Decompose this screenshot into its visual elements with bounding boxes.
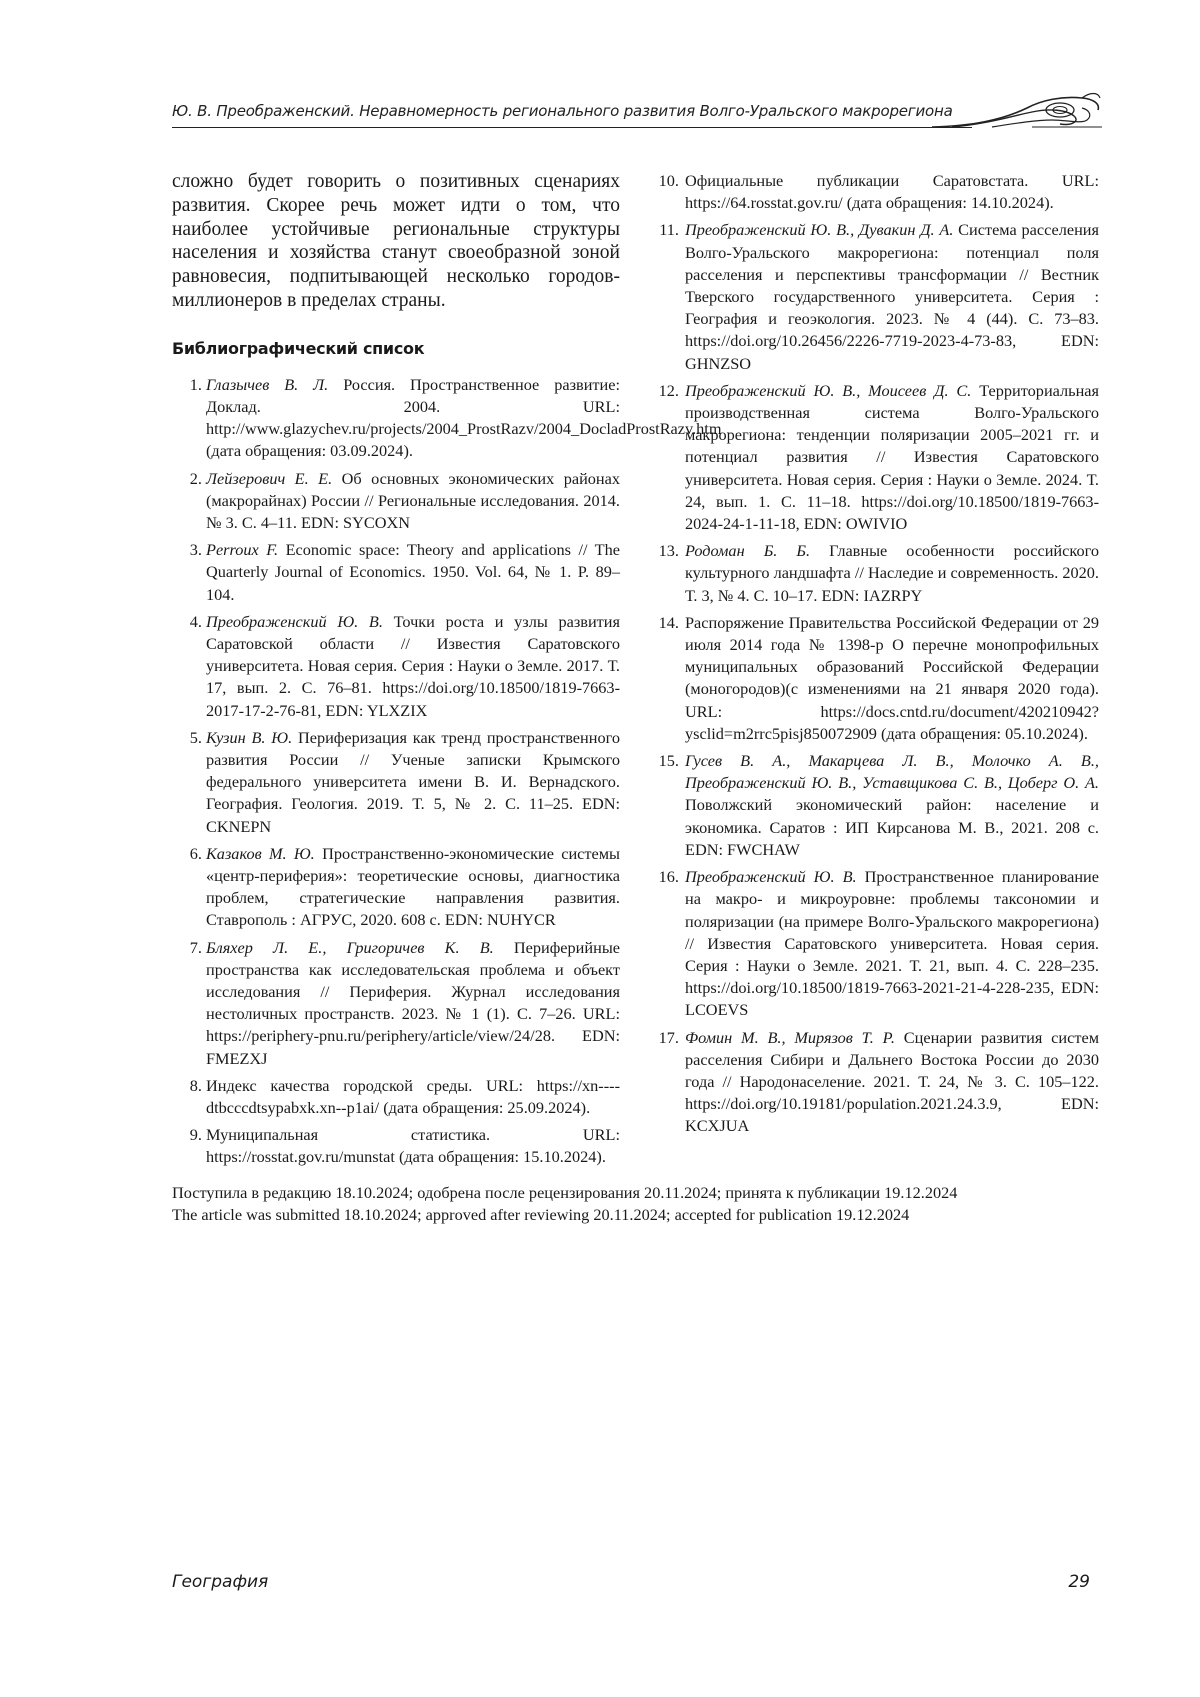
reference-item [651,866,1099,1021]
reference-list-right [651,170,1099,1138]
reference-text: Economic space: Theory and applications // The Quarterly Journal of Economics. 1950. Vol. 64, № 1. P. 89–104. [206,540,620,603]
intro-paragraph: сложно будет говорить о позитивных сценариях развития. Скорее речь может идти о том, что наиболее устойчивые региональные структуры населения и хозяйства станут своеобразной зоной равновесия, подпитывающей несколько городов-миллионеров в пределах страны. [172,170,620,313]
reference-item [172,374,620,463]
reference-text: Распоряжение Правительства Российской Федерации от 29 июля 2014 года № 1398-р О перечне монопрофильных муниципальных образований Российской Федерации (моногородов)(с изменениями на 21 января 2020 года). URL: https://docs.cntd.ru/document/420210942?ysclid=m2rrc5pisj850072909 (дата обращения: 05.10.2024). [685,613,1099,743]
reference-number: 12. [647,380,679,402]
submission-info-en: The article was submitted 18.10.2024; approved after reviewing 20.11.2024; accepted for publication 19.12.2024 [172,1204,1112,1226]
reference-text: Главные особенности российского культурного ландшафта // Наследие и современность. 2020. Т. 3, № 4. С. 10–17. EDN: IAZRPY [685,541,1099,604]
reference-text: Об основных экономических районах (макрорайнах) России // Региональные исследования. 2014. № 3. С. 4–11. EDN: SYCOXN [206,469,620,532]
reference-item [651,219,1099,374]
reference-item [172,1075,620,1119]
reference-text: Сценарии развития систем расселения Сибири и Дальнего Востока России до 2030 года // Народонаселение. 2021. Т. 24, № 3. С. 105–122. https://doi.org/10.19181/population.2021.24.3.9, EDN: KCXJUA [685,1028,1099,1136]
reference-authors: Фомин М. В., Мирязов Т. Р. [685,1028,895,1047]
reference-number: 4. [172,611,202,633]
reference-number: 10. [647,170,679,192]
reference-item [172,727,620,838]
reference-text: Муниципальная статистика. URL: https://rosstat.gov.ru/munstat (дата обращения: 15.10.2024). [206,1125,620,1166]
footer-section: География [172,1572,268,1592]
reference-authors: Perroux F. [206,540,278,559]
reference-item [651,1027,1099,1138]
page-number: 29 [1068,1572,1090,1592]
reference-item [651,612,1099,745]
reference-item [651,170,1099,214]
reference-item [172,843,620,932]
reference-authors: Кузин В. Ю. [206,728,292,747]
reference-list-left [172,374,620,1169]
reference-item [651,750,1099,861]
reference-item [651,540,1099,607]
reference-number: 14. [647,612,679,634]
reference-number: 13. [647,540,679,562]
reference-authors: Родоман Б. Б. [685,541,810,560]
reference-text: Пространственно-экономические системы «центр-периферия»: теоретические основы, диагностика проблем, стратегические направления развития. Ставрополь : АГРУС, 2020. 608 с. EDN: NUHYCR [206,844,620,930]
reference-number: 6. [172,843,202,865]
left-column [172,170,620,1174]
reference-number: 11. [647,219,679,241]
reference-authors: Преображенский Ю. В., Дувакин Д. А. [685,220,953,239]
reference-number: 7. [172,937,202,959]
reference-item [172,1124,620,1168]
running-title: Ю. В. Преображенский. Неравномерность регионального развития Волго-Уральского макрорегиона [172,102,953,120]
reference-text: Периферизация как тренд пространственного развития России // Ученые записки Крымского федерального университета имени В. И. Вернадского. География. Геология. 2019. Т. 5, № 2. С. 11–25. EDN: CKNEPN [206,728,620,836]
reference-text: Территориальная производственная система Волго-Уральского макрорегиона: тенденции поляризации 2005–2021 гг. и потенциал развития // Известия Саратовского университета. Новая серия. Серия : Науки о Земле. 2024. Т. 24, вып. 1. С. 11–18. https://doi.org/10.18500/1819-7663-2024-24-1-11-18, EDN: OWIVIO [685,381,1099,533]
reference-number: 5. [172,727,202,749]
reference-text: Система расселения Волго-Уральского макрорегиона: потенциал поля расселения и перспективы трансформации // Вестник Тверского государственного университета. Серия : География и геоэкология. 2023. № 4 (44). С. 73–83. https://doi.org/10.26456/2226-7719-2023-4-73-83, EDN: GHNZSO [685,220,1099,372]
reference-authors: Преображенский Ю. В., Моисеев Д. С. [685,381,971,400]
reference-text: Индекс качества городской среды. URL: https://xn----dtbcccdtsypabxk.xn--p1ai/ (дата обращения: 25.09.2024). [206,1076,620,1117]
reference-authors: Бляхер Л. Е., Григоричев К. В. [206,938,494,957]
reference-number: 17. [647,1027,679,1049]
reference-number: 16. [647,866,679,888]
reference-number: 2. [172,468,202,490]
reference-item [172,937,620,1070]
reference-text: Пространственное планирование на макро- и микроуровне: проблемы таксономии и поляризации (на примере Волго-Уральского макрорегиона) // Известия Саратовского университета. Новая серия. Серия : Науки о Земле. 2021. Т. 21, вып. 4. С. 228–235. https://doi.org/10.18500/1819-7663-2021-21-4-228-235, EDN: LCOEVS [685,867,1099,1019]
reference-text: Россия. Пространственное развитие: Доклад. 2004. URL: http://www.glazychev.ru/projects/2004_ProstRazv/2004_DocladProstRazv.htm (дата обращения: 03.09.2024). [206,375,721,461]
reference-number: 15. [647,750,679,772]
reference-authors: Преображенский Ю. В. [206,612,383,631]
reference-authors: Преображенский Ю. В. [685,867,857,886]
bibliography-heading: Библиографический список [172,339,620,358]
reference-item [172,468,620,535]
reference-authors: Лейзерович Е. Е. [206,469,332,488]
decorative-ornament-icon [932,90,1102,134]
reference-item [172,539,620,606]
reference-number: 1. [172,374,202,396]
right-column [651,170,1099,1143]
reference-number: 9. [172,1124,202,1146]
reference-authors: Гусев В. А., Макарцева Л. В., Молочко А. В., Преображенский Ю. В., Уставщикова С. В., Цоберг О. А. [685,751,1099,792]
reference-text: Официальные публикации Саратовстата. URL: https://64.rosstat.gov.ru/ (дата обращения: 14.10.2024). [685,171,1099,212]
reference-number: 8. [172,1075,202,1097]
reference-authors: Глазычев В. Л. [206,375,328,394]
header-rule [172,127,972,128]
reference-text: Периферийные пространства как исследовательская проблема и объект исследования // Периферия. Журнал исследования нестоличных пространств. 2023. № 1 (1). С. 7–26. URL: https://periphery-pnu.ru/periphery/article/view/24/28. EDN: FMEZXJ [206,938,620,1068]
reference-authors: Казаков М. Ю. [206,844,315,863]
reference-number: 3. [172,539,202,561]
running-header [172,96,1092,136]
reference-item [172,611,620,722]
reference-text: Поволжский экономический район: население и экономика. Саратов : ИП Кирсанова М. В., 2021. 208 с. EDN: FWCHAW [685,795,1099,858]
submission-info-ru: Поступила в редакцию 18.10.2024; одобрена после рецензирования 20.11.2024; принята к публикации 19.12.2024 [172,1182,1112,1204]
reference-item [651,380,1099,535]
reference-text: Точки роста и узлы развития Саратовской области // Известия Саратовского университета. Новая серия. Серия : Науки о Земле. 2017. Т. 17, вып. 2. С. 76–81. https://doi.org/10.18500/1819-7663-2017-17-2-76-81, EDN: YLXZIX [206,612,620,720]
submission-info [172,1182,1112,1226]
